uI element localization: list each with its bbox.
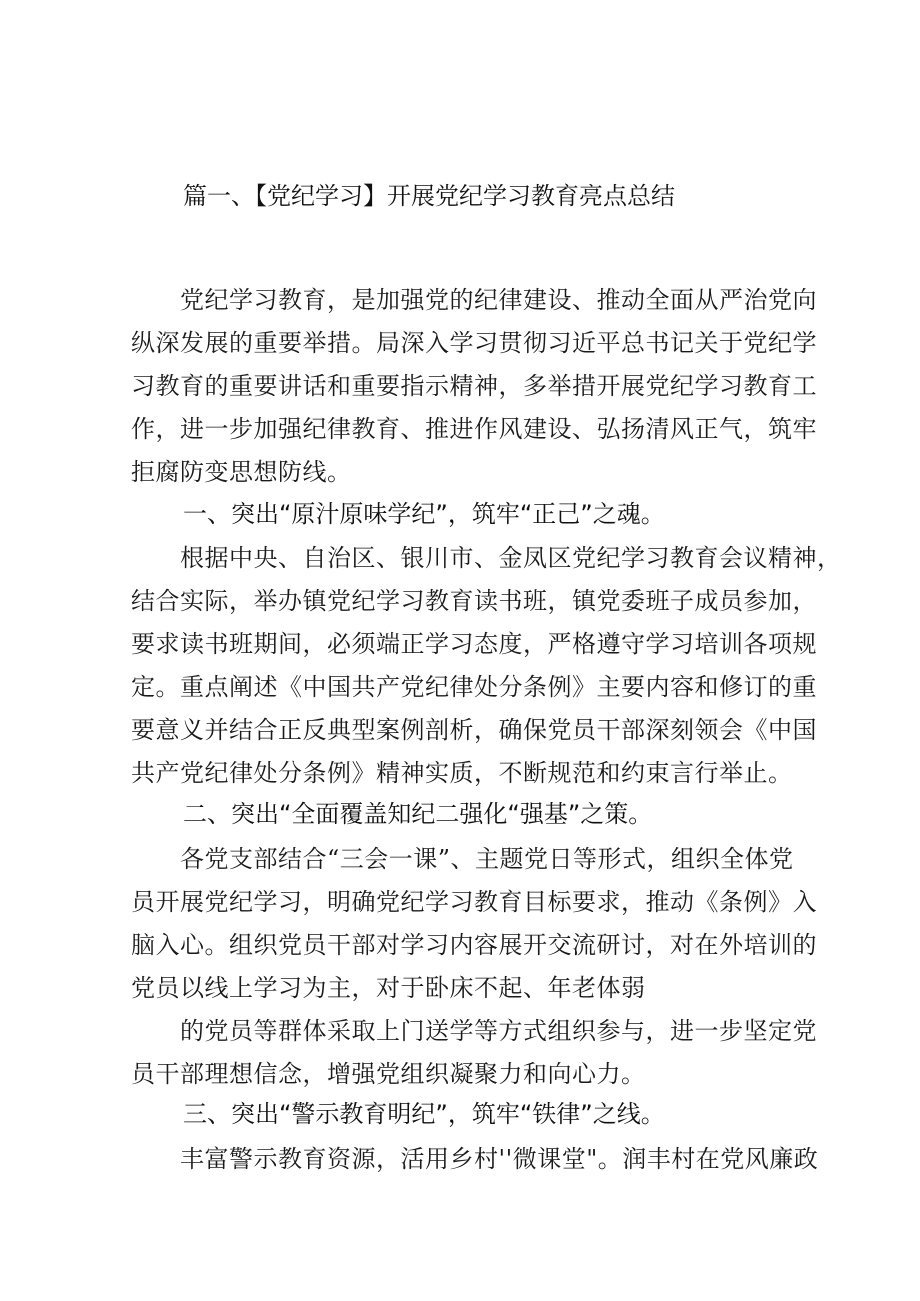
- intro-paragraph: [131, 279, 817, 494]
- intro-line: 纵深发展的重要举措。局深入学习贯彻习近平总书记关于党纪学: [131, 329, 817, 357]
- section-3-heading: 三、突出“警示教育明纪”，筑牢“铁律”之线。: [183, 1100, 665, 1128]
- section-3-line: 丰富警示教育资源，活用乡村''微课堂"。润丰村在党风廉政: [131, 1145, 819, 1173]
- section-2-line: 员开展党纪学习，明确党纪学习教育目标要求，推动《条例》入: [131, 888, 817, 916]
- section-2-paragraph: [131, 838, 817, 1096]
- section-1-line: 要求读书班期间，必须端正学习态度，严格遵守学习培训各项规: [131, 630, 817, 658]
- section-1-line: 定。重点阐述《中国共产党纪律处分条例》主要内容和修订的重: [131, 673, 817, 701]
- section-2-line: 的党员等群体采取上门送学等方式组织参与，进一步坚定党: [131, 1017, 817, 1045]
- section-2-line: 脑入心。组织党员干部对学习内容展开交流研讨，对在外培训的: [131, 931, 817, 959]
- section-2-line: 各党支部结合“三会一课”、主题党日等形式，组织全体党: [131, 845, 794, 873]
- document-title: 篇一、【党纪学习】开展党纪学习教育亮点总结: [183, 182, 675, 210]
- section-1-line: 根据中央、自治区、银川市、金凤区党纪学习教育会议精神，: [131, 544, 842, 572]
- section-2-line: 员干部理想信念，增强党组织凝聚力和向心力。: [131, 1060, 646, 1088]
- section-2-heading: 二、突出“全面覆盖知纪二强化“强基”之策。: [183, 800, 653, 828]
- section-1-line: 共产党纪律处分条例》精神实质，不断规范和约束言行举止。: [131, 759, 793, 787]
- intro-line: 拒腐防变思想防线。: [131, 458, 352, 486]
- intro-line: 习教育的重要讲话和重要指示精神，多举措开展党纪学习教育工: [131, 372, 817, 400]
- section-3-paragraph: [131, 1138, 819, 1181]
- section-1-line: 要意义并结合正反典型案例剖析，确保党员干部深刻领会《中国: [131, 716, 817, 744]
- section-2-line: 党员以线上学习为主，对于卧床不起、年老体弱: [131, 974, 646, 1002]
- intro-line: 党纪学习教育，是加强党的纪律建设、推动全面从严治党向: [131, 286, 817, 314]
- section-1-paragraph: [131, 537, 842, 795]
- section-1-heading: 一、突出“原汁原味学纪”，筑牢“正己”之魂。: [183, 500, 665, 528]
- intro-line: 作，进一步加强纪律教育、推进作风建设、弘扬清风正气，筑牢: [131, 415, 817, 443]
- section-1-line: 结合实际，举办镇党纪学习教育读书班，镇党委班子成员参加，: [131, 587, 817, 615]
